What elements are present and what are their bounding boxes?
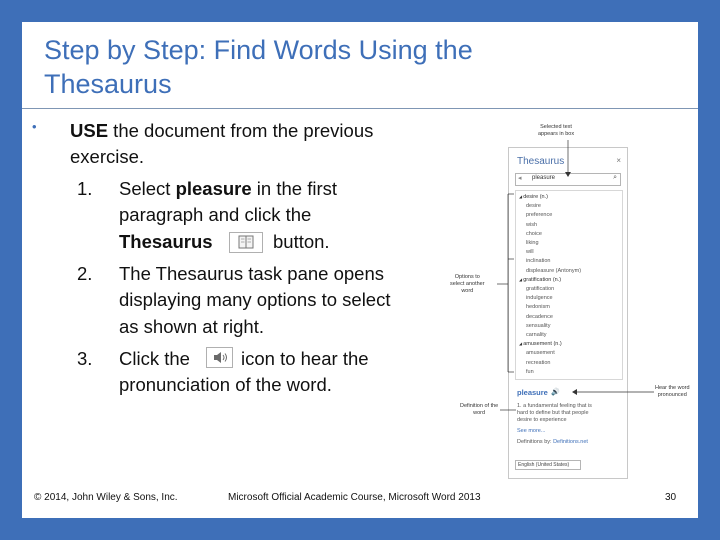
definition-line-1: 1. a fundamental feeling that is bbox=[517, 403, 592, 409]
synonym-item[interactable]: wish bbox=[526, 221, 538, 228]
footer-course: Microsoft Official Academic Course, Microsoft Word 2013 bbox=[228, 492, 481, 503]
callout-hear-line-1: Hear the word bbox=[655, 385, 690, 391]
footer-page-number: 30 bbox=[665, 492, 677, 503]
step-3-line-2: pronunciation of the word. bbox=[119, 374, 332, 395]
collapse-triangle-icon[interactable]: ◢ bbox=[519, 341, 524, 347]
synonym-item[interactable]: amusement bbox=[526, 350, 555, 357]
synonym-item[interactable]: desire bbox=[526, 203, 541, 210]
step-1-line-2: paragraph and click the bbox=[119, 204, 312, 225]
bullet-line-2: exercise. bbox=[70, 146, 145, 167]
bullet-text: the document from the previous bbox=[108, 120, 374, 141]
step-1-word: pleasure bbox=[175, 178, 252, 199]
definition-word: pleasure bbox=[517, 388, 548, 397]
callout-hear-line-2: pronounced bbox=[657, 392, 687, 398]
step-1-text-a: Select bbox=[119, 178, 176, 199]
definitions-link[interactable]: Definitions.net bbox=[553, 439, 588, 445]
synonym-item[interactable]: liking bbox=[526, 240, 539, 246]
thesaurus-label: Thesaurus bbox=[119, 231, 213, 252]
callout-selected-text-line-2: appears in box bbox=[538, 131, 575, 137]
callout-options-line-2: select another bbox=[450, 281, 485, 287]
pronounce-speaker-icon[interactable]: 🔊 bbox=[551, 389, 560, 396]
bullet-icon: • bbox=[32, 119, 37, 134]
step-1-text-c: in the first bbox=[251, 178, 338, 199]
pane-title: Thesaurus bbox=[517, 156, 565, 167]
search-input-value: pleasure bbox=[532, 175, 556, 181]
synonym-item[interactable]: gratification bbox=[526, 286, 555, 292]
search-icon[interactable]: ⌕ bbox=[613, 174, 617, 181]
step-2-line-2: displaying many options to select bbox=[119, 289, 391, 310]
callout-options-line-3: word bbox=[461, 288, 474, 294]
back-arrow-icon[interactable]: ◂ bbox=[518, 175, 522, 182]
synonym-item[interactable]: will bbox=[526, 249, 534, 256]
language-select[interactable]: English (United States) bbox=[515, 460, 581, 470]
synonym-item[interactable]: sensuality bbox=[526, 322, 551, 329]
callout-selected-text-line-1: Selected text bbox=[540, 124, 572, 130]
synonym-item[interactable]: fun bbox=[526, 368, 534, 375]
synonym-group-heading-text: amusement (n.) bbox=[523, 341, 562, 348]
synonym-item[interactable]: displeasure (Antonym) bbox=[526, 267, 582, 274]
synonym-item[interactable]: inclination bbox=[526, 258, 551, 265]
step-2-line-3: as shown at right. bbox=[119, 316, 264, 337]
callout-definition-line-2: word bbox=[473, 410, 486, 416]
synonym-item[interactable]: hedonism bbox=[526, 304, 550, 311]
synonym-item[interactable]: choice bbox=[526, 230, 542, 237]
step-1-number: 1. bbox=[77, 178, 93, 199]
synonym-item[interactable]: carnality bbox=[526, 332, 547, 338]
collapse-triangle-icon[interactable]: ◢ bbox=[519, 194, 524, 199]
step-3-number: 3. bbox=[77, 348, 93, 369]
definition-line-3: desire to experience bbox=[517, 417, 567, 423]
callout-arrow-hear bbox=[572, 389, 577, 395]
synonym-group-heading-text: desire (n.) bbox=[523, 194, 548, 200]
step-2-line-1: The Thesaurus task pane opens bbox=[119, 263, 384, 284]
callout-definition-line-1: Definition of the bbox=[460, 403, 499, 409]
synonym-item[interactable]: decadence bbox=[526, 313, 553, 320]
callout-arrow-selected bbox=[565, 172, 571, 177]
callout-lines bbox=[22, 22, 698, 518]
step-2-number: 2. bbox=[77, 263, 93, 284]
footer-copyright: © 2014, John Wiley & Sons, Inc. bbox=[34, 492, 178, 503]
synonym-item[interactable]: indulgence bbox=[526, 295, 553, 302]
synonym-item[interactable]: recreation bbox=[526, 359, 551, 366]
definition-line-2: hard to define but that people bbox=[517, 410, 589, 416]
callout-options-line-1: Options to bbox=[454, 274, 480, 280]
collapse-triangle-icon[interactable]: ◢ bbox=[519, 276, 524, 282]
close-icon[interactable]: × bbox=[616, 156, 621, 165]
step-1-line-3-b: button. bbox=[273, 231, 330, 252]
definitions-by-label: Definitions by: bbox=[517, 439, 552, 445]
synonym-group-heading-text: gratification (n.) bbox=[523, 276, 562, 283]
step-3-line-1-a: Click the bbox=[119, 348, 190, 369]
see-more-link[interactable]: See more... bbox=[517, 428, 546, 434]
slide-title: Step by Step: Find Words Using the Thesaurus bbox=[44, 35, 473, 99]
use-label: USE bbox=[70, 120, 109, 141]
step-3-line-1-b: icon to hear the bbox=[241, 348, 369, 369]
synonym-item[interactable]: preference bbox=[526, 212, 553, 219]
slide-panel bbox=[22, 22, 698, 518]
